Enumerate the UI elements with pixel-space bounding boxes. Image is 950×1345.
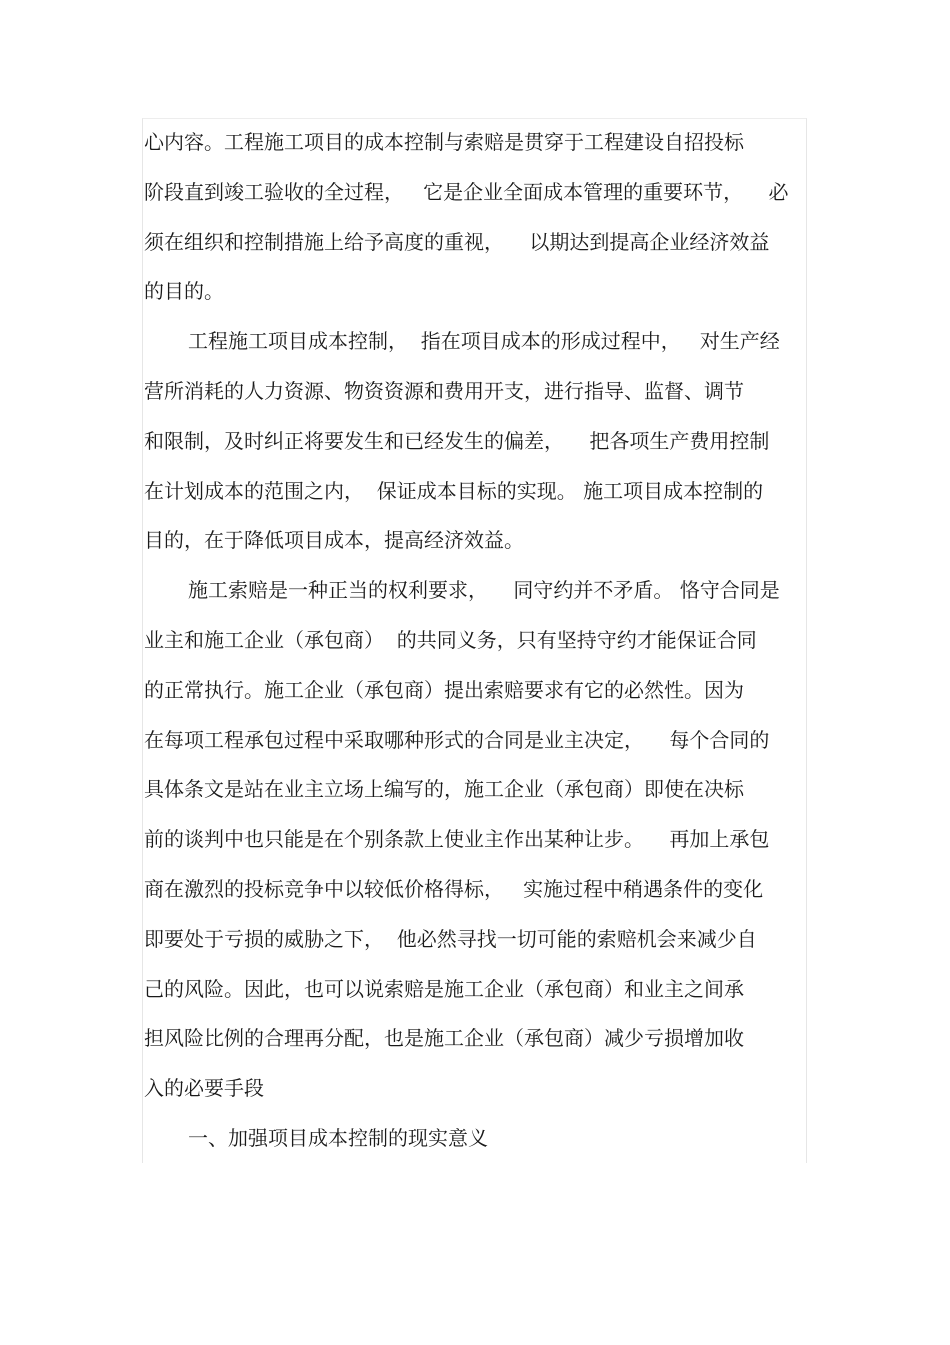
text-line: 担风险比例的合理再分配，也是施工企业（承包商）减少亏损增加收 bbox=[144, 1026, 744, 1051]
paragraph-start-line: 施工索赔是一种正当的权利要求， 同守约并不矛盾。 恪守合同是 bbox=[188, 578, 780, 603]
text-line: 须在组织和控制措施上给予高度的重视， 以期达到提高企业经济效益 bbox=[144, 229, 770, 254]
text-line: 和限制，及时纠正将要发生和已经发生的偏差， 把各项生产费用控制 bbox=[144, 428, 770, 453]
text-line: 在计划成本的范围之内， 保证成本目标的实现。 施工项目成本控制的 bbox=[144, 478, 764, 503]
text-line: 具体条文是站在业主立场上编写的，施工企业（承包商）即使在决标 bbox=[144, 777, 744, 802]
paragraph-start-line: 工程施工项目成本控制， 指在项目成本的形成过程中， 对生产经 bbox=[188, 329, 780, 354]
section-heading: 一、加强项目成本控制的现实意义 bbox=[188, 1125, 488, 1150]
text-line: 阶段直到竣工验收的全过程， 它是企业全面成本管理的重要环节， 必 bbox=[144, 179, 789, 204]
text-line: 己的风险。因此，也可以说索赔是施工企业（承包商）和业主之间承 bbox=[144, 976, 744, 1001]
text-line: 业主和施工企业（承包商） 的共同义务，只有坚持守约才能保证合同 bbox=[144, 627, 757, 652]
text-line: 营所消耗的人力资源、物资资源和费用开支，进行指导、监督、调节 bbox=[144, 378, 744, 403]
text-line: 目的，在于降低项目成本，提高经济效益。 bbox=[144, 528, 524, 553]
text-line: 的目的。 bbox=[144, 279, 224, 304]
text-line: 入的必要手段 bbox=[144, 1076, 264, 1101]
text-line: 即要处于亏损的威胁之下， 他必然寻找一切可能的索赔机会来减少自 bbox=[144, 926, 757, 951]
text-line: 商在激烈的投标竞争中以较低价格得标， 实施过程中稍遇条件的变化 bbox=[144, 876, 764, 901]
text-line: 的正常执行。施工企业（承包商）提出索赔要求有它的必然性。因为 bbox=[144, 677, 744, 702]
text-line: 心内容。工程施工项目的成本控制与索赔是贯穿于工程建设自招投标 bbox=[144, 130, 744, 154]
text-line: 在每项工程承包过程中采取哪种形式的合同是业主决定， 每个合同的 bbox=[144, 727, 770, 752]
document-body bbox=[144, 118, 808, 1164]
text-line: 前的谈判中也只能是在个别条款上使业主作出某种让步。 再加上承包 bbox=[144, 827, 770, 852]
